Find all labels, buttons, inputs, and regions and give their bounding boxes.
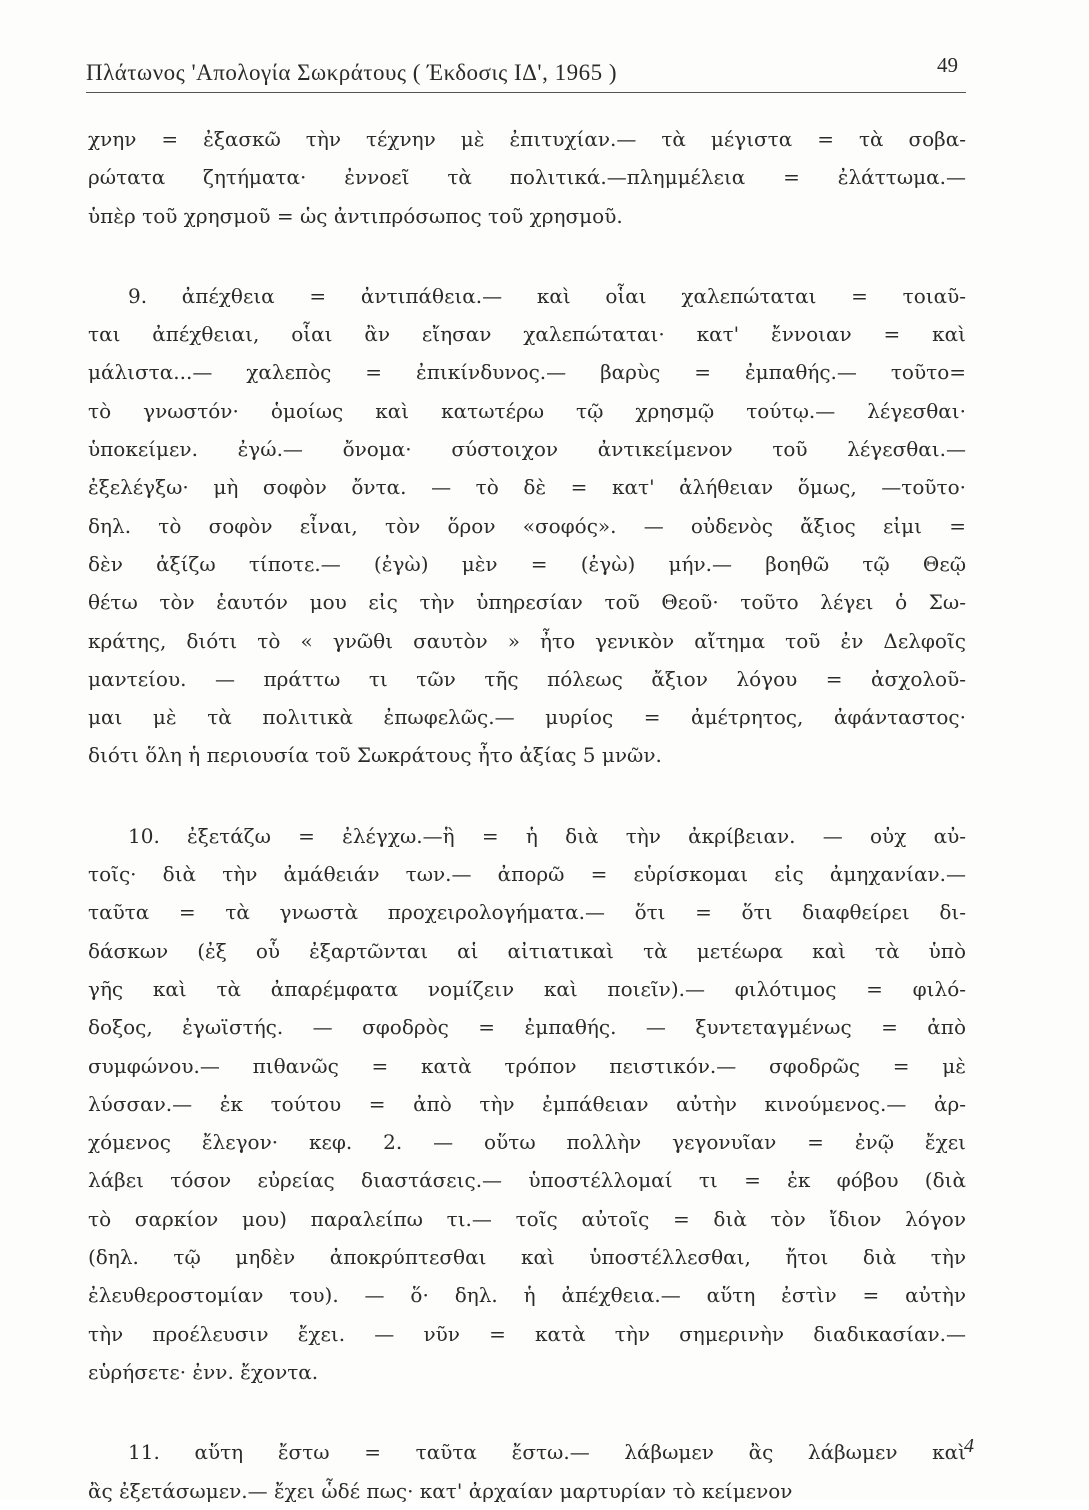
text-line: δὲν ἀξίζω τίποτε.— (ἐγὼ) μὲν = (ἐγὼ) μήν.— βοηθῶ τῷ Θεῷ	[88, 551, 966, 576]
text-line: τὸ σαρκίον μου) παραλείπω τι.— τοῖς αὐτοῖς = διὰ τὸν ἴδιον λόγον	[88, 1206, 966, 1231]
signature-mark: 4	[964, 1435, 974, 1457]
text-line: μαι μὲ τὰ πολιτικὰ ἐπωφελῶς.— μυρίος = ἀμέτρητος, ἀφάνταστος·	[88, 705, 966, 730]
text-line: τὴν προέλευσιν ἔχει. — νῦν = κατὰ τὴν σημερινὴν διαδικασίαν.—	[88, 1321, 966, 1346]
text-line: ὑποκείμεν. ἐγώ.— ὄνομα· σύστοιχον ἀντικείμενον τοῦ λέγεσθαι.—	[88, 437, 966, 462]
text-line: δάσκων (ἐξ οὗ ἐξαρτῶνται αἱ αἰτιατικαὶ τὰ μετέωρα καὶ τὰ ὑπὸ	[88, 938, 966, 963]
text-line: ρώτατα ζητήματα· ἐννοεῖ τὰ πολιτικά.—πλημμέλεια = ἐλάττωμα.—	[88, 165, 966, 190]
text-line: λάβει τόσον εὐρείας διαστάσεις.— ὑποστέλλομαί τι = ἐκ φόβου (διὰ	[88, 1168, 966, 1193]
text-line: ἂς ἐξετάσωμεν.— ἔχει ὧδέ πως· κατ' ἀρχαίαν μαρτυρίαν τὸ κείμενον	[88, 1478, 793, 1503]
text-line: συμφώνου.— πιθανῶς = κατὰ τρόπον πειστικόν.— σφοδρῶς = μὲ	[88, 1053, 966, 1078]
paragraph	[88, 277, 966, 775]
page-header	[86, 52, 966, 93]
text-line: 9. ἀπέχθεια = ἀντιπάθεια.— καὶ οἷαι χαλεπώταται = τοιαῦ-	[128, 283, 966, 308]
text-line: διότι ὅλη ἡ περιουσία τοῦ Σωκράτους ἦτο ἀξίας 5 μνῶν.	[88, 743, 662, 768]
text-line: χόμενος ἔλεγον· κεφ. 2. — οὕτω πολλὴν γεγονυῖαν = ἐνῷ ἔχει	[88, 1130, 966, 1155]
text-line: δηλ. τὸ σοφὸν εἶναι, τὸν ὅρον «σοφός». — οὐδενὸς ἄξιος εἰμι =	[88, 513, 966, 538]
text-line: ται ἀπέχθειαι, οἷαι ἂν εἴησαν χαλεπώταται· κατ' ἔννοιαν = καὶ	[88, 322, 966, 347]
text-line: (δηλ. τῷ μηδὲν ἀποκρύπτεσθαι καὶ ὑποστέλλεσθαι, ἤτοι διὰ τὴν	[88, 1245, 966, 1270]
text-line: γῆς καὶ τὰ ἀπαρέμφατα νομίζειν καὶ ποιεῖν).— φιλότιμος = φιλό-	[88, 976, 966, 1001]
text-line: ὑπὲρ τοῦ χρησμοῦ = ὡς ἀντιπρόσωπος τοῦ χρησμοῦ.	[88, 203, 623, 228]
text-line: λύσσαν.— ἐκ τούτου = ἀπὸ τὴν ἐμπάθειαν αὐτὴν κινούμενος.— ἀρ-	[88, 1091, 966, 1116]
text-line: τοῖς· διὰ τὴν ἀμάθειάν των.— ἀπορῶ = εὑρίσκομαι εἰς ἀμηχανίαν.—	[88, 862, 966, 887]
text-line: κράτης, διότι τὸ « γνῶθι σαυτὸν » ἦτο γενικὸν αἴτημα τοῦ ἐν Δελφοῖς	[88, 628, 966, 653]
text-line: 10. ἐξετάζω = ἐλέγχω.—ἣ = ἡ διὰ τὴν ἀκρίβειαν. — οὐχ αὐ-	[128, 823, 966, 848]
text-line: θέτω τὸν ἑαυτόν μου εἰς τὴν ὑπηρεσίαν τοῦ Θεοῦ· τοῦτο λέγει ὁ Σω-	[88, 590, 966, 615]
text-line: μάλιστα...— χαλεπὸς = ἐπικίνδυνος.— βαρὺς = ἐμπαθής.— τοῦτο=	[88, 360, 966, 385]
running-title: Πλάτωνος 'Απολογία Σωκράτους ( Έκδοσις ΙΔ', 1965 )	[86, 60, 617, 85]
paragraph	[88, 1433, 966, 1510]
paragraph-gap	[88, 1391, 966, 1433]
text-line: ἐξελέγξω· μὴ σοφὸν ὄντα. — τὸ δὲ = κατ' ἀλήθειαν ὅμως, —τοῦτο·	[88, 475, 966, 500]
paragraph-gap	[88, 235, 966, 277]
paragraph	[88, 120, 966, 235]
paragraph-gap	[88, 775, 966, 817]
text-line: 11. αὕτη ἔστω = ταῦτα ἔστω.— λάβωμεν ἂς λάβωμεν καὶ	[128, 1440, 966, 1465]
text-line: μαντείου. — πράττω τι τῶν τῆς πόλεως ἄξιον λόγου = ἀσχολοῦ-	[88, 666, 966, 691]
text-line: χνην = ἐξασκῶ τὴν τέχνην μὲ ἐπιτυχίαν.— τὰ μέγιστα = τὰ σοβα-	[88, 127, 966, 151]
text-line: ταῦτα = τὰ γνωστὰ προχειρολογήματα.— ὅτι = ὅτι διαφθείρει δι-	[88, 900, 966, 925]
paragraph	[88, 817, 966, 1391]
text-line: δοξος, ἐγωϊστής. — σφοδρὸς = ἐμπαθής. — ξυντεταγμένως = ἀπὸ	[88, 1015, 966, 1040]
page-number: 49	[937, 53, 958, 77]
body-text	[88, 120, 966, 1510]
text-line: ἐλευθεροστομίαν του). — ὅ· δηλ. ἡ ἀπέχθεια.— αὕτη ἐστὶν = αὐτὴν	[88, 1283, 966, 1308]
text-line: τὸ γνωστόν· ὁμοίως καὶ κατωτέρω τῷ χρησμῷ τούτῳ.— λέγεσθαι·	[88, 398, 966, 423]
text-line: εὑρήσετε· ἐνν. ἔχοντα.	[88, 1359, 319, 1384]
